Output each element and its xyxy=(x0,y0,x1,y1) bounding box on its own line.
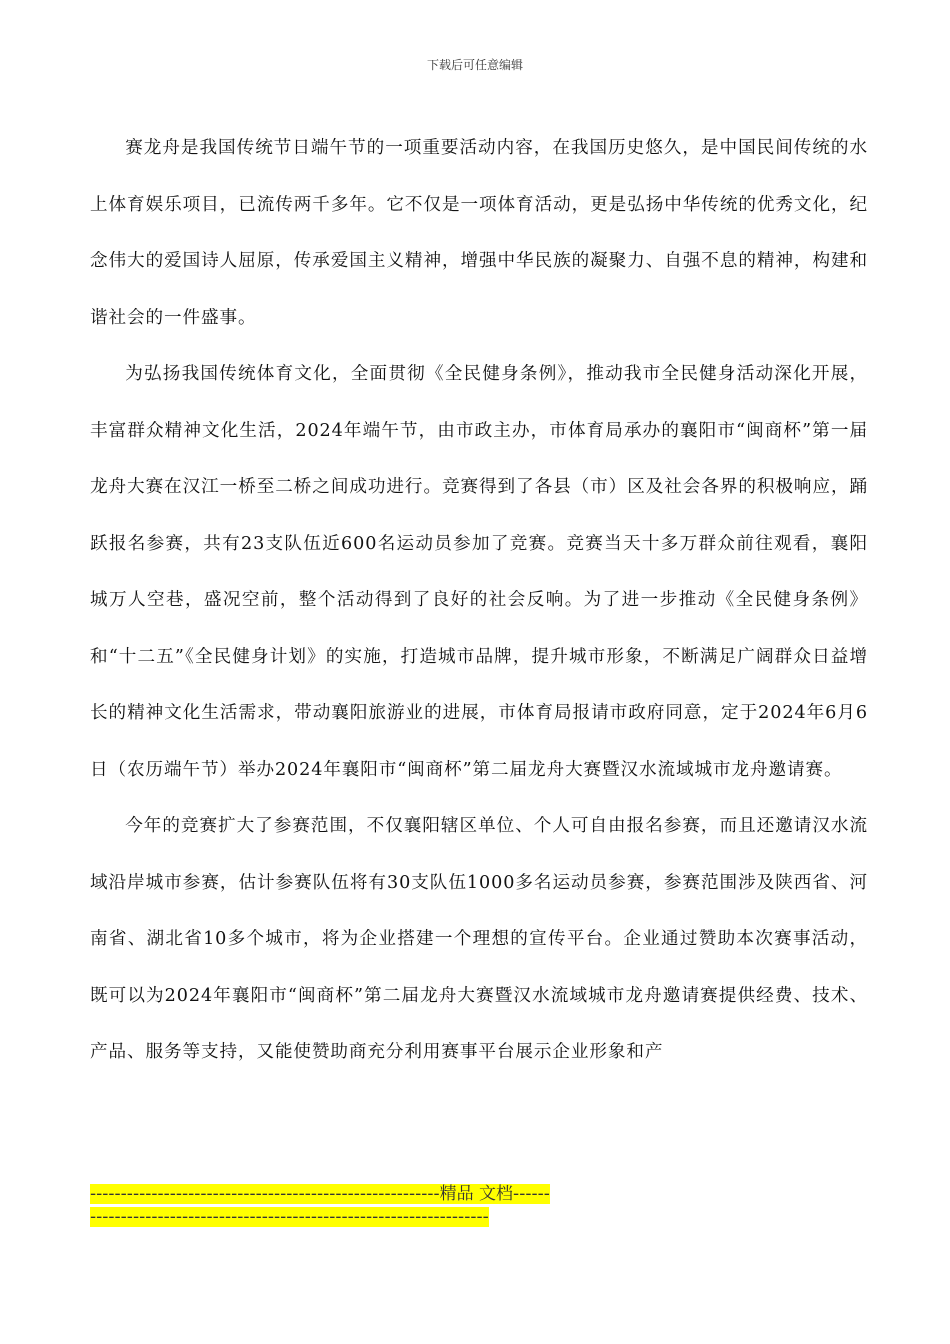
paragraph-2: 为弘扬我国传统体育文化，全面贯彻《全民健身条例》，推动我市全民健身活动深化开展，丰富群众精神文化生活，2024年端午节，由市政主办，市体育局承办的襄阳市“闽商杯”第一届龙舟大赛在汉江一桥至二桥之间成功进行。竞赛得到了各县（市）区及社会各界的积极响应，踊跃报名参赛，共有23支队伍近600名运动员参加了竞赛。竞赛当天十多万群众前往观看，襄阳城万人空巷，盛况空前，整个活动得到了良好的社会反响。为了进一步推动《全民健身条例》和“十二五”《全民健身计划》的实施，打造城市品牌，提升城市形象，不断满足广阔群众日益增长的精神文化生活需求，带动襄阳旅游业的进展，市体育局报请市政府同意，定于2024年6月6日（农历端午节）举办2024年襄阳市“闽商杯”第二届龙舟大赛暨汉水流域城市龙舟邀请赛。 xyxy=(90,364,868,780)
paragraph-3: 今年的竞赛扩大了参赛范围，不仅襄阳辖区单位、个人可自由报名参赛，而且还邀请汉水流域沿岸城市参赛，估计参赛队伍将有30支队伍1000多名运动员参赛，参赛范围涉及陕西省、河南省、湖北省10多个城市，将为企业搭建一个理想的宣传平台。企业通过赞助本次赛事活动，既可以为2024年襄阳市“闽商杯”第二届龙舟大赛暨汉水流域城市龙舟邀请赛提供经费、技术、产品、服务等支持，又能使赞助商充分利用赛事平台展示企业形象和产 xyxy=(90,816,868,1062)
footer-highlight-text: ---------------------------------------------------------精品 文档----------------------------------------------------------------------- xyxy=(90,1184,550,1227)
page-header: 下载后可任意编辑 xyxy=(426,58,523,72)
document-body xyxy=(90,120,868,1081)
footer-watermark xyxy=(90,1183,550,1229)
paragraph-1: 赛龙舟是我国传统节日端午节的一项重要活动内容，在我国历史悠久，是中国民间传统的水上体育娱乐项目，已流传两千多年。它不仅是一项体育活动，更是弘扬中华传统的优秀文化，纪念伟大的爱国诗人屈原，传承爱国主义精神，增强中华民族的凝聚力、自强不息的精神，构建和谐社会的一件盛事。 xyxy=(90,138,868,328)
